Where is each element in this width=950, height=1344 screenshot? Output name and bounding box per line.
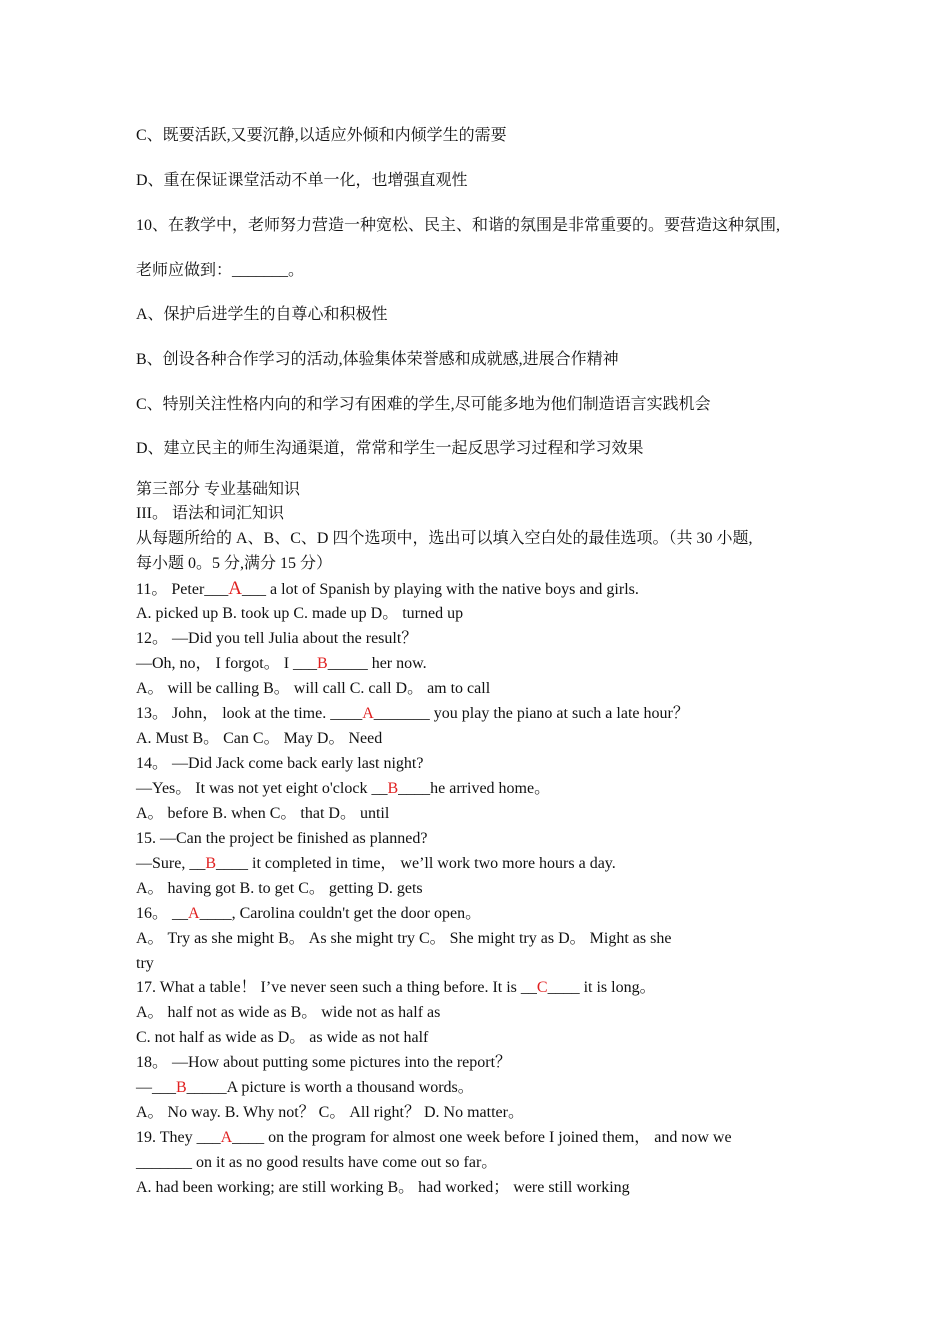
- q9-option-c: C、既要活跃,又要沉静,以适应外倾和内倾学生的需要: [136, 127, 507, 144]
- q9-option-d: D、重在保证课堂活动不单一化，也增强直观性: [136, 172, 468, 189]
- section-title: 第三部分 专业基础知识: [136, 481, 301, 498]
- q16-answer: A: [188, 905, 200, 922]
- q11-stem-post: ___ a lot of Spanish by playing with the native boys and girls.: [242, 581, 639, 598]
- q13-stem: [136, 704, 689, 724]
- q19-options: A. had been working; are still working B。 had worked； were still working: [136, 1179, 630, 1196]
- instructions-line2: 每小题 0。5 分,满分 15 分）: [136, 555, 333, 572]
- q14-answer: B: [387, 780, 399, 797]
- q18-stem: [136, 1078, 474, 1098]
- q10-option-c: C、特别关注性格内向的和学习有困难的学生,尽可能多地为他们制造语言实践机会: [136, 396, 711, 413]
- q15-stem-pre: —Sure, __: [136, 855, 206, 872]
- q13-answer: A: [362, 705, 374, 722]
- q17-stem-post: ____ it is long。: [547, 979, 656, 996]
- section-subtitle: III。 语法和词汇知识: [136, 505, 284, 522]
- q16-options-line2: try: [136, 955, 154, 972]
- q17-answer: C: [536, 979, 548, 996]
- q11-answer: A: [228, 578, 243, 599]
- q17-options-line1: A。 half not as wide as B。 wide not as half as: [136, 1004, 441, 1021]
- q12-stem-pre: —Oh, no， I forgot。 I ___: [136, 655, 318, 672]
- q19-answer: A: [220, 1129, 233, 1146]
- q11-stem: [136, 579, 639, 600]
- q18-options: A。 No way. B. Why not？ C。 All right？ D. No matter。: [136, 1104, 524, 1121]
- q17-stem-pre: 17. What a table！ I’ve never seen such a thing before. It is __: [136, 979, 537, 996]
- q10-option-d: D、建立民主的师生沟通渠道，常常和学生一起反思学习过程和学习效果: [136, 440, 644, 457]
- q13-options: A. Must B。 Can C。 May D。 Need: [136, 730, 383, 747]
- q13-stem-pre: 13。 John， look at the time. ____: [136, 705, 363, 722]
- q12-stem-post: _____ her now.: [327, 655, 427, 672]
- q18-line1: 18。 —How about putting some pictures into the report？: [136, 1054, 512, 1071]
- q17-stem: [136, 978, 656, 998]
- q10-option-a: A、保护后进学生的自尊心和积极性: [136, 306, 388, 323]
- q12-line1: 12。 —Did you tell Julia about the result？: [136, 630, 418, 647]
- instructions-line1: 从每题所给的 A、B、C、D 四个选项中，选出可以填入空白处的最佳选项。（共 30 小题,: [136, 530, 753, 547]
- q16-options-line1: A。 Try as she might B。 As she might try C。 She might try as D。 Might as she: [136, 930, 672, 947]
- q12-stem: [136, 654, 427, 674]
- q15-stem: [136, 854, 616, 874]
- q18-stem-pre: —___: [136, 1079, 176, 1096]
- q14-stem-pre: —Yes。 It was not yet eight o'clock __: [136, 780, 388, 797]
- q10-stem-line2: 老师应做到：_______。: [136, 262, 305, 279]
- q12-options: A。 will be calling B。 will call C. call D。 am to call: [136, 680, 491, 697]
- q14-line1: 14。 —Did Jack come back early last night?: [136, 755, 424, 772]
- q16-stem: [136, 904, 481, 924]
- q16-stem-post: ____, Carolina couldn't get the door open。: [199, 905, 482, 922]
- q18-answer: B: [176, 1079, 187, 1096]
- q15-stem-post: ____ it completed in time， we’ll work two more hours a day.: [216, 855, 616, 872]
- q19-stem: [136, 1128, 732, 1148]
- q15-options: A。 having got B. to get C。 getting D. gets: [136, 880, 423, 897]
- q14-options: A。 before B. when C。 that D。 until: [136, 805, 390, 822]
- q10-stem-line1: 10、在教学中，老师努力营造一种宽松、民主、和谐的氛围是非常重要的。要营造这种氛围,: [136, 217, 781, 234]
- q14-stem-post: ____he arrived home。: [398, 780, 551, 797]
- q16-stem-pre: 16。 __: [136, 905, 189, 922]
- q11-options: A. picked up B. took up C. made up D。 turned up: [136, 605, 464, 622]
- q10-option-b: B、创设各种合作学习的活动,体验集体荣誉感和成就感,进展合作精神: [136, 351, 619, 368]
- q17-options-line2: C. not half as wide as D。 as wide as not half: [136, 1029, 429, 1046]
- q19-line2: _______ on it as no good results have come out so far。: [136, 1154, 498, 1171]
- q19-stem-pre: 19. They ___: [136, 1129, 221, 1146]
- q19-stem-post: ____ on the program for almost one week before I joined them， and now we: [232, 1129, 732, 1146]
- q18-stem-post: _____A picture is worth a thousand words。: [186, 1079, 474, 1096]
- q14-stem: [136, 779, 550, 799]
- q15-answer: B: [205, 855, 216, 872]
- q12-answer: B: [317, 655, 328, 672]
- q13-stem-post: _______ you play the piano at such a late hour？: [373, 705, 689, 722]
- q15-line1: 15. —Can the project be finished as planned?: [136, 830, 428, 847]
- q11-stem-pre: 11。 Peter___: [136, 581, 229, 598]
